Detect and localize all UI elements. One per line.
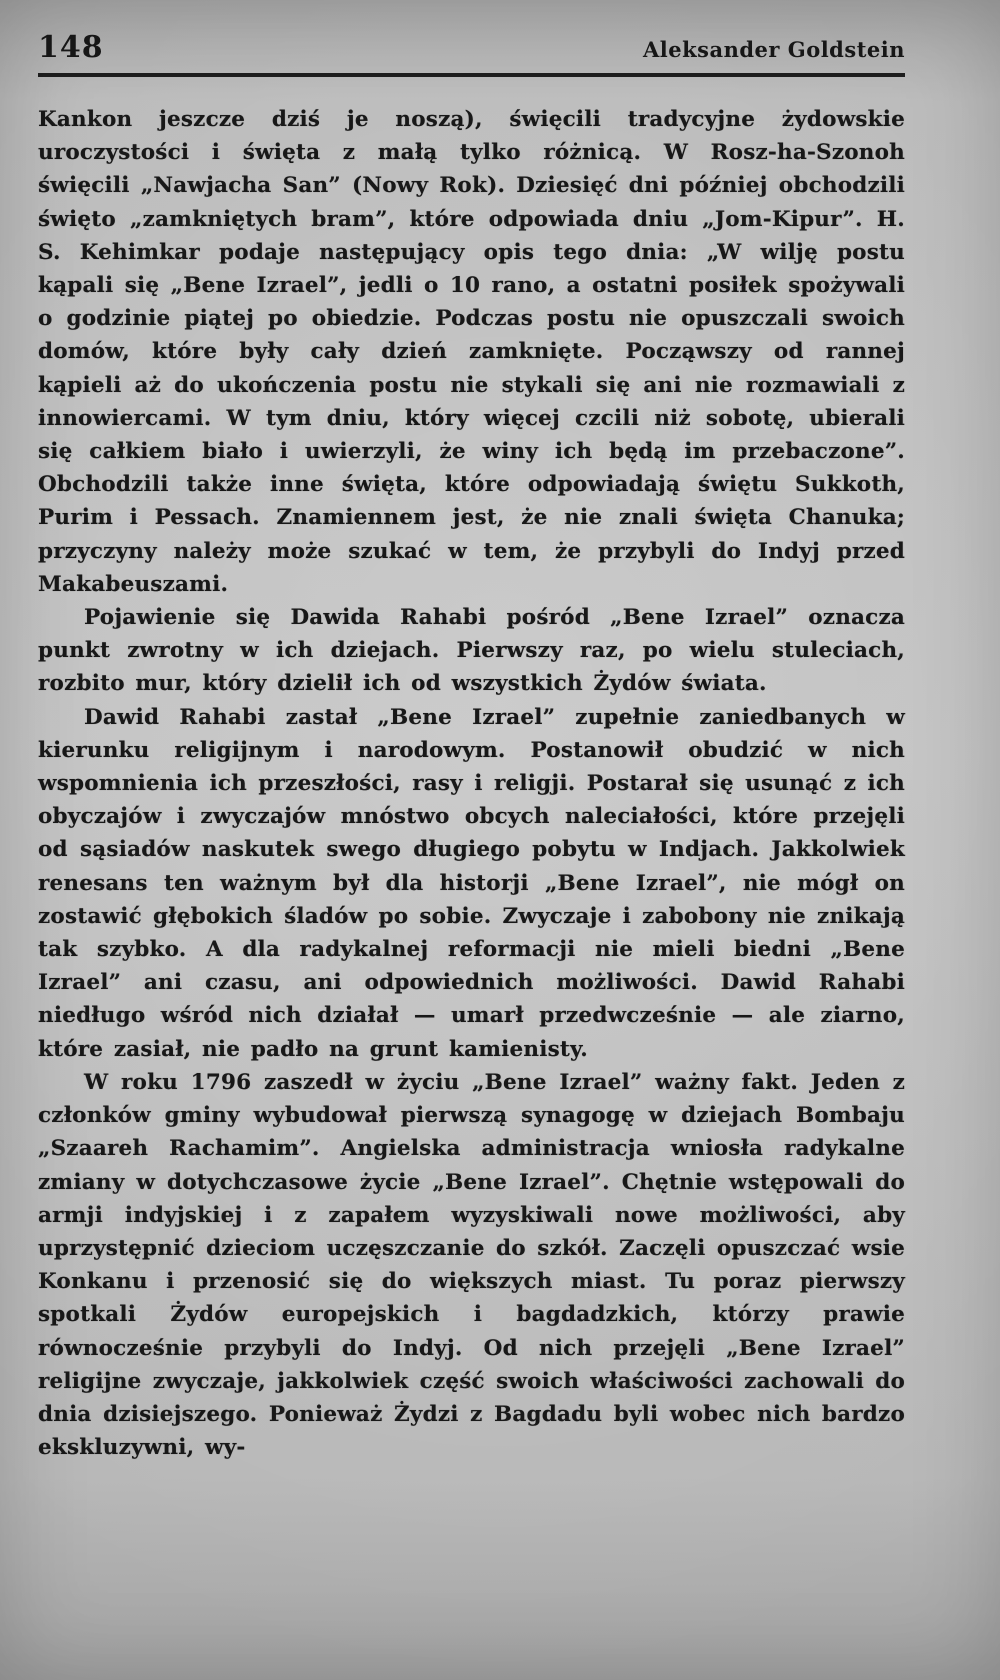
running-header [38,30,905,65]
paragraph: Pojawienie się Dawida Rahabi pośród „Bene Izrael” oznacza punkt zwrotny w ich dziejach. Pierwszy raz, po wielu stuleciach, rozbito mur, który dzielił ich od wszystkich Żydów świata. [38,605,905,697]
page-number: 148 [38,30,104,65]
body-text [38,103,905,1464]
paragraph: Kankon jeszcze dziś je noszą), święcili tradycyjne żydowskie uroczystości i święta z małą tylko różnicą. W Rosz-ha-Szonoh święcili „Nawjacha San” (Nowy Rok). Dziesięć dni później obchodzili święto „zamkniętych bram”, które odpowiada dniu „Jom-Kipur”. H. S. Kehimkar podaje następujący opis tego dnia: „W wilję postu kąpali się „Bene Izrael”, jedli o 10 rano, a ostatni posiłek spożywali o godzinie piątej po obiedzie. Podczas postu nie opuszczali swoich domów, które były cały dzień zamknięte. Począwszy od rannej kąpieli aż do ukończenia postu nie stykali się ani nie rozmawiali z innowiercami. W tym dniu, który więcej czcili niż sobotę, ubierali się całkiem biało i uwierzyli, że winy ich będą im przebaczone”. Obchodzili także inne święta, które odpowiadają świętu Sukkoth, Purim i Pessach. Znamiennem jest, że nie znali święta Chanuka; przyczyny należy może szukać w tem, że przybyli do Indyj przed Makabeuszami. [38,107,905,597]
paragraph: W roku 1796 zaszedł w życiu „Bene Izrael” ważny fakt. Jeden z członków gminy wybudował pierwszą synagogę w dziejach Bombaju „Szaareh Rachamim”. Angielska administracja wniosła radykalne zmiany w dotychczasowe życie „Bene Izrael”. Chętnie wstępowali do armji indyjskiej i z zapałem wyzyskiwali nowe możliwości, aby uprzystępnić dzieciom uczęszczanie do szkół. Zaczęli opuszczać wsie Konkanu i przenosić się do większych miast. Tu poraz pierwszy spotkali Żydów europejskich i bagdadzkich, którzy prawie równocześnie przybyli do Indyj. Od nich przejęli „Bene Izrael” religijne zwyczaje, jakkolwiek część swoich właściwości zachowali do dnia dzisiejszego. Ponieważ Żydzi z Bagdadu byli wobec nich bardzo ekskluzywni, wy- [38,1069,905,1461]
header-rule [38,73,905,77]
paragraph: Dawid Rahabi zastał „Bene Izrael” zupełnie zaniedbanych w kierunku religijnym i narodowym. Postanowił obudzić w nich wspomnienia ich przeszłości, rasy i religji. Postarał się usunąć z ich obyczajów i zwyczajów mnóstwo obcych naleciałości, które przejęli od sąsiadów naskutek swego długiego pobytu w Indjach. Jakkolwiek renesans ten ważnym był dla historji „Bene Izrael”, nie mógł on zostawić głębokich śladów po sobie. Zwyczaje i zabobony nie znikają tak szybko. A dla radykalnej reformacji nie mieli biedni „Bene Izrael” ani czasu, ani odpowiednich możliwości. Dawid Rahabi niedługo wśród nich działał — umarł przedwcześnie — ale ziarno, które zasiał, nie padło na grunt kamienisty. [38,704,905,1062]
running-header-author: Aleksander Goldstein [642,37,905,62]
